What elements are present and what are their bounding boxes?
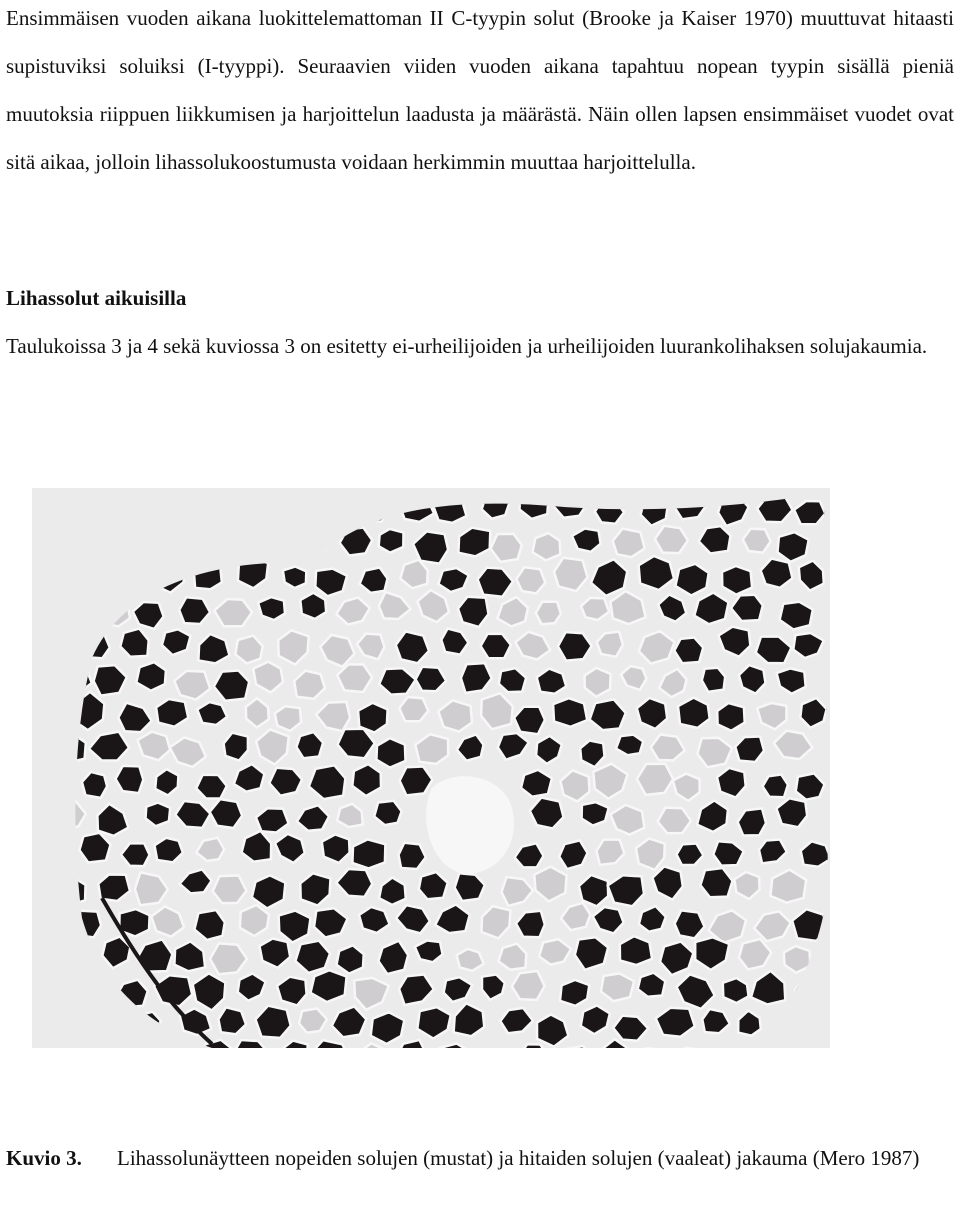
fast-muscle-cell <box>415 941 443 963</box>
fast-muscle-cell <box>379 529 404 553</box>
slow-muscle-cell <box>536 602 561 625</box>
fast-muscle-cell <box>481 634 511 658</box>
slow-muscle-cell <box>743 529 771 553</box>
fast-muscle-cell <box>717 703 745 731</box>
muscle-cell-micrograph <box>32 488 830 1048</box>
fast-muscle-cell <box>620 936 652 965</box>
fast-muscle-cell <box>258 597 285 620</box>
slow-muscle-cell <box>457 949 484 971</box>
fast-muscle-cell <box>559 840 587 869</box>
fast-muscle-cell <box>136 662 166 691</box>
fast-muscle-cell <box>514 707 545 735</box>
fast-muscle-cell <box>553 698 587 727</box>
slow-muscle-cell <box>499 944 527 970</box>
slow-muscle-cell <box>337 664 372 692</box>
fast-muscle-cell <box>376 738 405 767</box>
fast-muscle-cell <box>300 593 326 619</box>
fast-muscle-cell <box>616 735 643 756</box>
fast-muscle-cell <box>438 568 468 592</box>
slow-muscle-cell <box>213 876 247 904</box>
fast-muscle-cell <box>572 529 601 552</box>
fast-muscle-cell <box>702 668 725 692</box>
caption-label: Kuvio 3. <box>6 1146 82 1170</box>
fast-muscle-cell <box>582 802 609 825</box>
section-heading: Lihassolut aikuisilla <box>6 286 187 310</box>
body-paragraph-1: Ensimmäisen vuoden aikana luokittelemattoman II C-tyypin solut (Brooke ja Kaiser 1970) muuttuvat hitaasti supistuviksi soluiksi (I-tyyppi). Seuraavien viiden vuoden aikana tapahtuu nopean tyypin sisällä pieniä muutoksia riippuen liikkumisen ja harjoittelun laadusta ja määrästä. Näin ollen lapsen ensimmäiset vuodet ovat sitä aikaa, jolloin lihassolukoostumusta voidaan herkimmin muuttaa harjoittelulla. <box>6 6 954 174</box>
fast-muscle-cell <box>723 978 749 1003</box>
fast-muscle-cell <box>722 566 752 595</box>
slow-muscle-cell <box>399 697 428 721</box>
fast-muscle-cell <box>763 775 788 798</box>
fast-muscle-cell <box>197 702 227 725</box>
fast-muscle-cell <box>146 803 171 827</box>
fast-muscle-cell <box>674 638 703 664</box>
body-paragraph-2: Taulukoissa 3 ja 4 sekä kuviossa 3 on esitetty ei-urheilijoiden ja urheilijoiden luurankolihaksen solujakaumia. <box>6 334 928 358</box>
micrograph-image <box>32 488 830 1048</box>
caption-text: Lihassolunäytteen nopeiden solujen (mustat) ja hitaiden solujen (vaaleat) jakauma (Mero 1987) <box>117 1146 920 1170</box>
fast-muscle-cell <box>352 839 385 868</box>
slow-muscle-cell <box>516 567 545 593</box>
